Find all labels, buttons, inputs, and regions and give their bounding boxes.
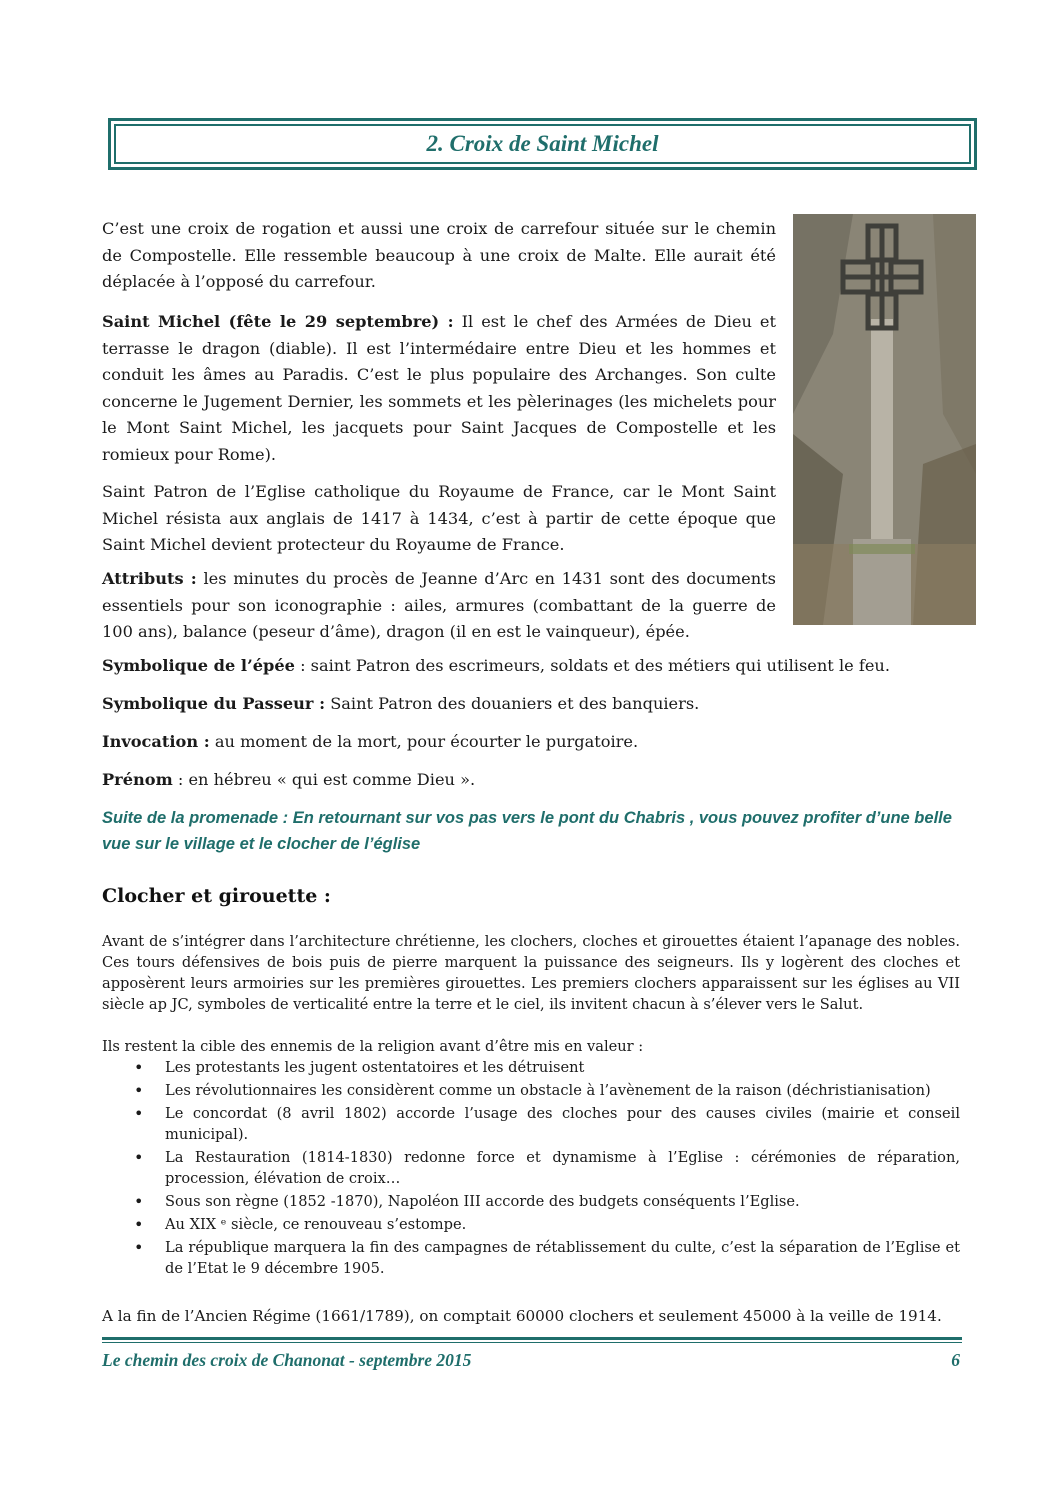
- page-footer: [102, 1350, 960, 1371]
- prenom-line: [102, 770, 475, 789]
- footer-rule-thin: [102, 1342, 962, 1343]
- attributs-paragraph: [102, 566, 776, 646]
- page-number: 6: [951, 1350, 960, 1370]
- symbolique-epee-line: [102, 656, 890, 675]
- invocation-label: Invocation :: [102, 732, 210, 751]
- list-item: • Le concordat (8 avril 1802) accorde l’usage des cloches pour des causes civiles (mairie et conseil municipal).: [102, 1103, 960, 1145]
- clocher-bullet-list: [102, 1057, 960, 1281]
- clocher-paragraph-2: [102, 1036, 960, 1057]
- section-title-inner-frame: [114, 124, 971, 164]
- clocher-text-2: Ils restent la cible des ennemis de la religion avant d’être mis en valeur :: [102, 1038, 644, 1055]
- list-item: • Sous son règne (1852 -1870), Napoléon III accorde des budgets conséquents l’Eglise.: [102, 1191, 960, 1212]
- list-item: • La Restauration (1814-1830) redonne force et dynamisme à l’Eglise : cérémonies de réparation, procession, élévation de croix…: [102, 1147, 960, 1189]
- list-item: • La république marquera la fin des campagnes de rétablissement du culte, c’est la séparation de l’Eglise et de l’Etat le 9 décembre 1905.: [102, 1237, 960, 1279]
- promenade-note: Suite de la promenade : En retournant sur vos pas vers le pont du Chabris , vous pouvez profiter d’une belle vue sur le village et le clocher de l’église: [102, 809, 952, 853]
- attributs-text: les minutes du procès de Jeanne d’Arc en 1431 sont des documents essentiels pour son iconographie : ailes, armures (combattant de la guerre de 100 ans), balance (peseur d’âme), dragon (il en est le vainqueur), épée.: [102, 569, 776, 641]
- list-item: • Les révolutionnaires les considèrent comme un obstacle à l’avènement de la raison (déchristianisation): [102, 1080, 960, 1101]
- clocher-paragraph-1: [102, 931, 960, 1015]
- patron-paragraph: [102, 479, 776, 559]
- closing-paragraph: [102, 1306, 960, 1327]
- cross-photo-illustration: [793, 214, 976, 625]
- saint-michel-paragraph: [102, 309, 776, 468]
- closing-text: A la fin de l’Ancien Régime (1661/1789), on comptait 60000 clochers et seulement 45000 à la veille de 1914.: [102, 1307, 942, 1325]
- symbolique-epee-label: Symbolique de l’épée: [102, 656, 295, 675]
- saint-michel-text: Il est le chef des Armées de Dieu et terrasse le dragon (diable). Il est l’intermédaire entre Dieu et les hommes et conduit les âmes au Paradis. C’est le plus populaire des Archanges. Son culte concerne le Jugement Dernier, les sommets et les pèlerinages (les michelets pour le Mont Saint Michel, les jacquets pour Saint Jacques de Compostelle et les romieux pour Rome).: [102, 312, 776, 464]
- prenom-text: : en hébreu « qui est comme Dieu ».: [172, 770, 476, 789]
- patron-text: Saint Patron de l’Eglise catholique du Royaume de France, car le Mont Saint Michel résista aux anglais de 1417 à 1434, c’est à partir de cette époque que Saint Michel devient protecteur du Royaume de France.: [102, 482, 776, 554]
- footer-rule-thick: [102, 1337, 962, 1340]
- section-title: 2. Croix de Saint Michel: [426, 131, 659, 156]
- symbolique-epee-text: : saint Patron des escrimeurs, soldats et des métiers qui utilisent le feu.: [294, 656, 890, 675]
- saint-michel-label: Saint Michel (fête le 29 septembre) :: [102, 312, 454, 331]
- list-item: • Les protestants les jugent ostentatoires et les détruisent: [102, 1057, 960, 1078]
- invocation-text: au moment de la mort, pour écourter le purgatoire.: [209, 732, 639, 751]
- clocher-text-1: Avant de s’intégrer dans l’architecture chrétienne, les clochers, cloches et girouettes étaient l’apanage des nobles. Ces tours défensives de bois puis de pierre marquent la puissance des seigneurs. Ils y logèrent des cloches et apposèrent leurs armoiries sur les premières girouettes. Les premiers clochers apparaissent sur les églises au VII siècle ap JC, symboles de verticalité entre la terre et le ciel, ils invitent chacun à s’élever vers le Salut.: [102, 933, 960, 1013]
- invocation-line: [102, 732, 638, 751]
- cross-photo: [793, 214, 976, 625]
- footer-title: Le chemin des croix de Chanonat - septembre 2015: [102, 1350, 472, 1370]
- symbolique-passeur-text: Saint Patron des douaniers et des banquiers.: [325, 694, 700, 713]
- clocher-heading: Clocher et girouette :: [102, 885, 331, 907]
- attributs-label: Attributs :: [102, 569, 197, 588]
- symbolique-passeur-line: [102, 694, 699, 713]
- list-item: • Au XIX ᵉ siècle, ce renouveau s’estompe.: [102, 1214, 960, 1235]
- intro-text: C’est une croix de rogation et aussi une croix de carrefour située sur le chemin de Compostelle. Elle ressemble beaucoup à une croix de Malte. Elle aurait été déplacée à l’opposé du carrefour.: [102, 219, 776, 291]
- section-title-box: [108, 118, 977, 170]
- symbolique-passeur-label: Symbolique du Passeur :: [102, 694, 326, 713]
- prenom-label: Prénom: [102, 770, 173, 789]
- intro-paragraph: [102, 216, 776, 296]
